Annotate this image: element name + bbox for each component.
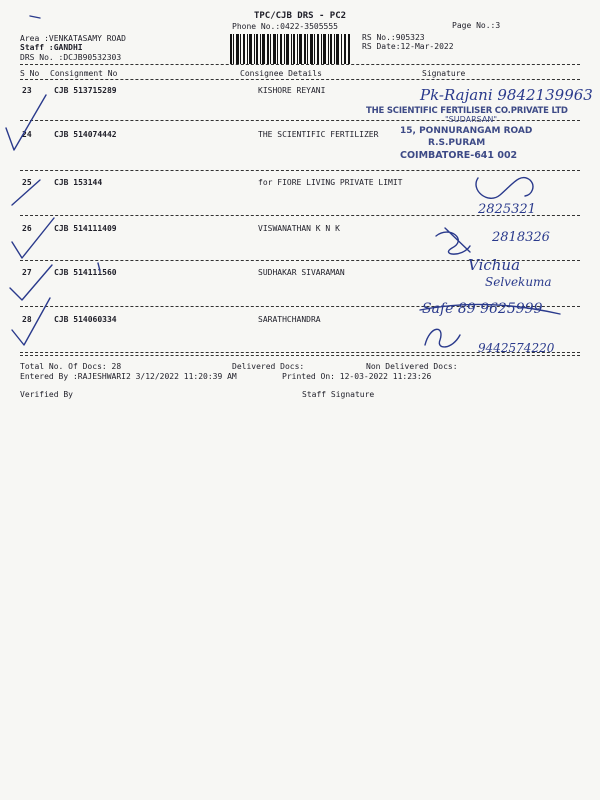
col-consignment: Consignment No — [50, 69, 118, 78]
row-consignee: KISHORE REYANI — [258, 86, 326, 95]
row-sno: 27 — [22, 268, 32, 277]
staff-signature: Staff Signature — [302, 390, 375, 399]
handwriting-r26b: Vichua — [468, 256, 521, 274]
stamp-line-address: 15, PONNURANGAM ROAD — [400, 126, 533, 136]
entered-by: Entered By :RAJESHWARI2 3/12/2022 11:20:39 AM — [20, 372, 237, 381]
staff-field: Staff :GANDHI — [20, 43, 83, 52]
rs-date: RS Date:12-Mar-2022 — [362, 42, 454, 51]
phone-number: Phone No.:0422-3505555 — [232, 22, 338, 31]
stamp-line-company: THE SCIENTIFIC FERTILISER CO.PRIVATE LTD — [366, 106, 568, 116]
row-consignment: CJB 514111560 — [54, 268, 117, 277]
verified-by: Verified By — [20, 390, 73, 399]
col-signature: Signature — [422, 69, 466, 78]
divider — [20, 355, 580, 356]
signature-scribble-icon — [436, 228, 470, 254]
barcode — [228, 34, 352, 64]
divider — [20, 64, 580, 65]
handwriting-r28: 9442574220 — [478, 341, 555, 355]
stamp-line-area: R.S.PURAM — [428, 138, 486, 148]
col-consignee: Consignee Details — [240, 69, 322, 78]
row-sno: 28 — [22, 315, 32, 324]
row-consignee: SUDHAKAR SIVARAMAN — [258, 268, 345, 277]
page-number: Page No.:3 — [452, 21, 501, 30]
non-delivered-docs: Non Delivered Docs: — [366, 362, 458, 371]
tick-mark-icon — [12, 218, 54, 258]
drs-number: DRS No. :DCJB90532303 — [20, 53, 122, 62]
handwriting-r27a: Selvekuma — [485, 275, 552, 289]
row-consignment: CJB 514074442 — [54, 130, 117, 139]
total-docs: Total No. Of Docs: 28 — [20, 362, 122, 371]
stamp-line-name: "SUDARSAN" — [445, 115, 498, 124]
col-sno: S No — [20, 69, 40, 78]
row-divider — [20, 170, 580, 171]
divider — [20, 79, 580, 80]
row-divider — [20, 260, 580, 261]
row-sno: 24 — [22, 130, 32, 139]
handwriting-r27b: Safe 89 9625999 — [422, 301, 543, 317]
tick-mark-icon — [6, 95, 46, 150]
divider — [20, 352, 580, 353]
delivered-docs: Delivered Docs: — [232, 362, 305, 371]
row-divider — [20, 306, 580, 307]
printed-on: Printed On: 12-03-2022 11:23:26 — [282, 372, 432, 381]
handwriting-r23: Pk-Rajani 9842139963 — [420, 86, 593, 104]
document-title: TPC/CJB DRS - PC2 — [253, 11, 347, 21]
row-consignment: CJB 513715289 — [54, 86, 117, 95]
rs-number: RS No.:905323 — [362, 33, 425, 42]
signature-scribble-icon — [425, 329, 460, 347]
row-divider — [20, 215, 580, 216]
handwriting-r26a: 2818326 — [492, 230, 550, 245]
row-sno: 25 — [22, 178, 32, 187]
row-consignment: CJB 514060334 — [54, 315, 117, 324]
row-consignment: CJB 514111409 — [54, 224, 117, 233]
stamp-line-city: COIMBATORE-641 002 — [400, 150, 518, 161]
row-sno: 23 — [22, 86, 32, 95]
row-consignee: for FIORE LIVING PRIVATE LIMIT — [258, 178, 403, 187]
row-consignee: SARATHCHANDRA — [258, 315, 321, 324]
row-consignment: CJB 153144 — [54, 178, 103, 187]
row-consignee: VISWANATHAN K N K — [258, 224, 340, 233]
handwriting-r25: 2825321 — [478, 202, 536, 217]
row-sno: 26 — [22, 224, 32, 233]
row-consignee: THE SCIENTIFIC FERTILIZER — [258, 130, 379, 139]
area-field: Area :VENKATASAMY ROAD — [20, 34, 126, 43]
signature-scribble-icon — [476, 178, 533, 199]
